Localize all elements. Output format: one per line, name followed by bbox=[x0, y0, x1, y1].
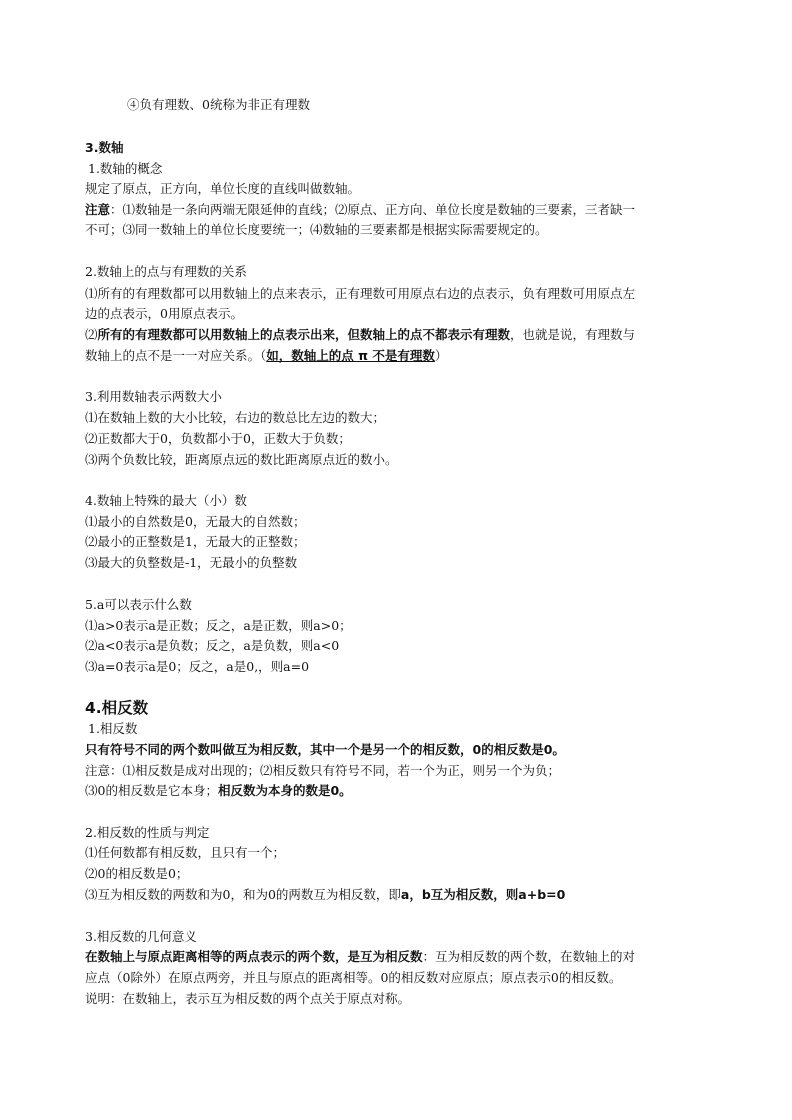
s3-5-line1: ⑴a>0表示a是正数；反之，a是正数，则a>0； bbox=[85, 618, 352, 633]
para2-line2-post: ） bbox=[434, 348, 448, 363]
s3-3-line3: ⑶两个负数比较，距离原点远的数比距离原点近的数小。 bbox=[85, 452, 398, 467]
s3-5-title: 5.a可以表示什么数 bbox=[85, 597, 192, 612]
para2-bold-statement: 所有的有理数都可以用数轴上的点表示出来，但数轴上的点不都表示有理数 bbox=[97, 327, 511, 342]
s3-3-line1: ⑴在数轴上数的大小比较，右边的数总比左边的数大； bbox=[85, 410, 386, 425]
s4-1-line3 bbox=[85, 783, 710, 799]
note-label: 注意 bbox=[85, 202, 111, 217]
s4-3-explanation: 说明：在数轴上，表示互为相反数的两个点关于原点对称。 bbox=[85, 991, 411, 1006]
s4-2-line3 bbox=[85, 887, 710, 903]
s4-2-line2: ⑵0的相反数是0； bbox=[85, 866, 189, 881]
para2-number: ⑵ bbox=[85, 327, 98, 342]
s4-3-para-line1 bbox=[85, 949, 710, 965]
s4-3-bold-statement: 在数轴上与原点距离相等的两点表示的两个数，是互为相反数 bbox=[85, 949, 423, 964]
s3-4-title: 4.数轴上特殊的最大（小）数 bbox=[85, 493, 247, 508]
s3-1-note-line-2: 不可；⑶同一数轴上的单位长度要统一；⑷数轴的三要素都是根据实际需要规定的。 bbox=[85, 222, 548, 237]
pi-example: 如，数轴上的点 π 不是有理数 bbox=[266, 348, 435, 363]
s3-2-para1-line1: ⑴所有的有理数都可以用数轴上的点来表示，正有理数可用原点右边的点表示，负有理数可用原点左 bbox=[85, 286, 636, 301]
s4-3-para-line2: 应点（0除外）在原点两旁，并且与原点的距离相等。0的相反数对应原点；原点表示0的相反数。 bbox=[85, 970, 622, 985]
s4-3-rest: ：互为相反数的两个数，在数轴上的对 bbox=[422, 949, 636, 964]
s4-1-definition: 只有符号不同的两个数叫做互为相反数，其中一个是另一个的相反数，0的相反数是0。 bbox=[85, 742, 565, 757]
s4-1-note: 注意：⑴相反数是成对出现的；⑵相反数只有符号不同，若一个为正，则另一个为负； bbox=[85, 763, 561, 778]
s4-2-line3-pre: ⑶互为相反数的两数和为0，和为0的两数互为相反数，即 bbox=[85, 887, 401, 902]
s4-1-line3-pre: ⑶0的相反数是它本身； bbox=[85, 783, 218, 798]
s3-5-line2: ⑵a<0表示a是负数；反之，a是负数，则a<0 bbox=[85, 638, 340, 653]
s3-3-title: 3.利用数轴表示两数大小 bbox=[85, 389, 222, 404]
s4-2-line3-bold: a，b互为相反数，则a+b=0 bbox=[400, 887, 566, 902]
s3-2-para2-line2 bbox=[85, 348, 710, 364]
s4-1-title: 1.相反数 bbox=[88, 721, 138, 736]
s3-4-line1: ⑴最小的自然数是0，无最大的自然数； bbox=[85, 514, 306, 529]
s4-2-title: 2.相反数的性质与判定 bbox=[85, 825, 210, 840]
para2-line2-pre: 数轴上的点不是一一对应关系。（ bbox=[85, 348, 267, 363]
s4-3-title: 3.相反数的几何意义 bbox=[85, 929, 197, 944]
s4-1-line3-bold: 相反数为本身的数是0。 bbox=[217, 783, 352, 798]
s4-2-line1: ⑴任何数都有相反数，且只有一个； bbox=[85, 845, 286, 860]
s3-1-definition: 规定了原点，正方向，单位长度的直线叫做数轴。 bbox=[85, 181, 361, 196]
s3-3-line2: ⑵正数都大于0，负数都小于0，正数大于负数； bbox=[85, 431, 351, 446]
s3-5-line3: ⑶a=0表示a是0；反之，a是0,，则a=0 bbox=[85, 659, 310, 674]
para2-rest: ，也就是说，有理数与 bbox=[510, 327, 636, 342]
s3-1-note-line-1 bbox=[85, 202, 710, 218]
note-text: ：⑴数轴是一条向两端无限延伸的直线；⑵原点、正方向、单位长度是数轴的三要素，三者缺一 bbox=[110, 202, 636, 217]
item-4-text: ④负有理数、0统称为非正有理数 bbox=[127, 97, 310, 112]
s3-2-title: 2.数轴上的点与有理数的关系 bbox=[85, 264, 247, 279]
section-4-heading: 4.相反数 bbox=[85, 699, 149, 717]
s3-1-title: 1.数轴的概念 bbox=[88, 161, 163, 176]
s3-4-line3: ⑶最大的负整数是-1，无最小的负整数 bbox=[85, 555, 298, 570]
s3-4-line2: ⑵最小的正整数是1，无最大的正整数； bbox=[85, 534, 306, 549]
s3-2-para2-line1 bbox=[85, 327, 710, 343]
section-3-heading: 3.数轴 bbox=[85, 140, 124, 155]
s3-2-para1-line2: 边的点表示，0用原点表示。 bbox=[85, 306, 243, 321]
